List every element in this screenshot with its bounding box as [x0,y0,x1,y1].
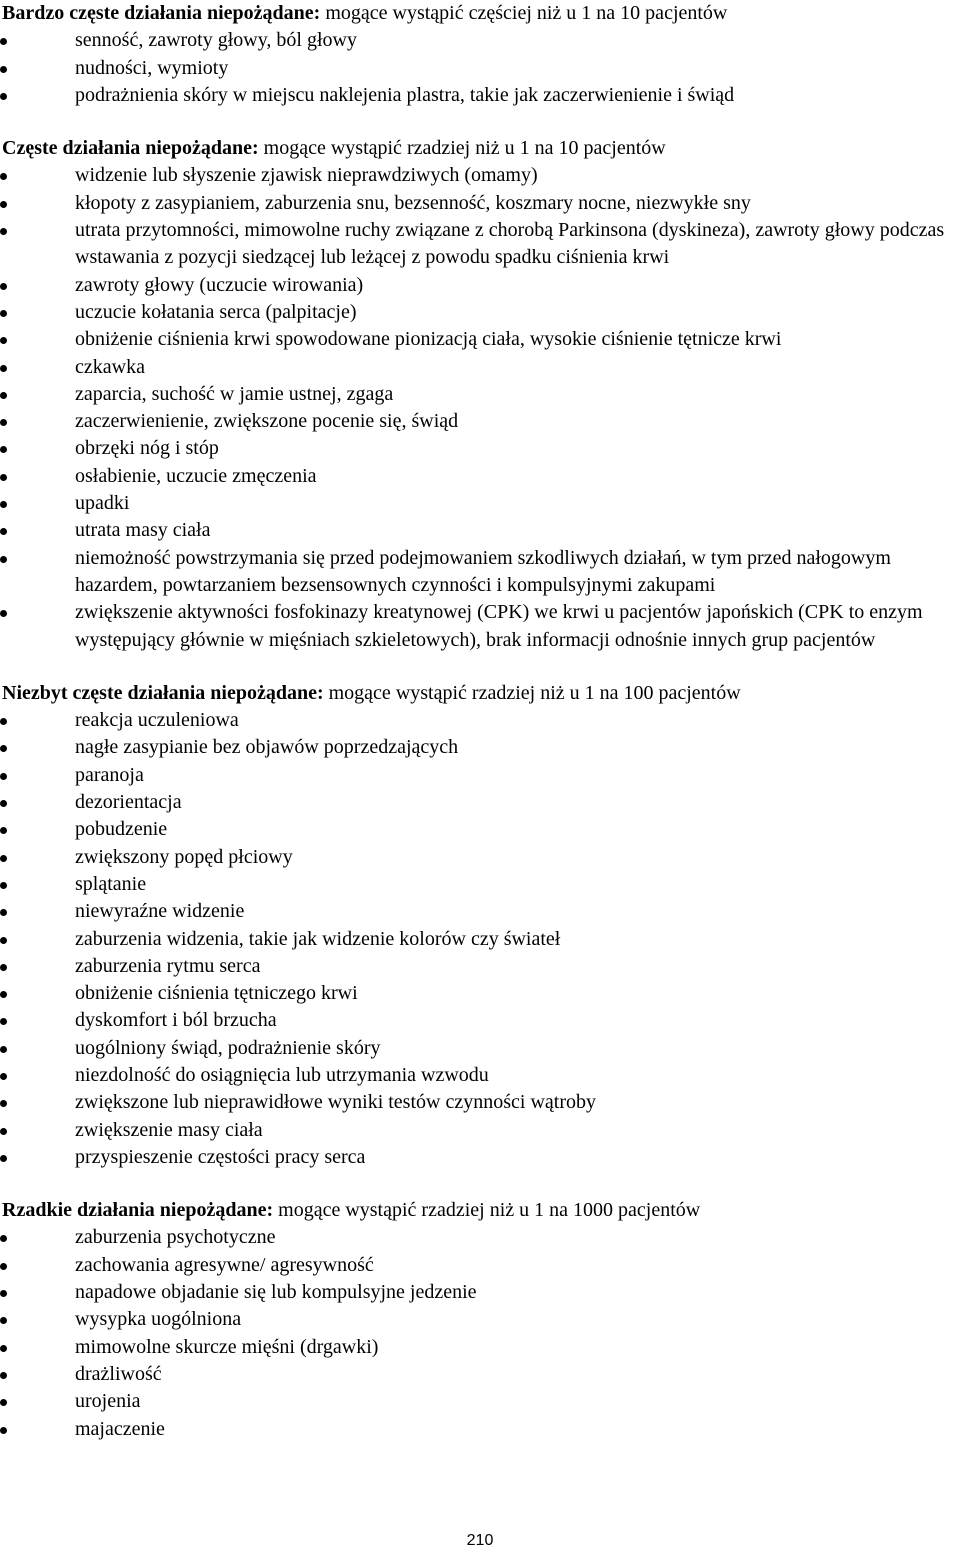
bullet-icon [0,1372,7,1379]
section-heading-text: mogące wystąpić rzadziej niż u 1 na 100 pacjentów [323,681,741,704]
bullet-icon [0,474,7,481]
list-item [0,844,960,871]
section-heading-bold: Niezbyt częste działania niepożądane: [2,681,324,704]
bullet-icon [0,1290,7,1297]
list-item-text: zwiększone lub nieprawidłowe wyniki testów czynności wątroby [75,1091,596,1114]
section-spacer [0,654,960,680]
list-item [0,1334,960,1361]
list-item-text: dezorientacja [75,791,182,814]
list-item [0,435,960,462]
bullet-icon [0,1018,7,1025]
list-item [0,82,960,109]
list-item [0,1361,960,1388]
list-item [0,734,960,761]
list-item-text: urojenia [75,1390,141,1413]
list-item [0,272,960,299]
bullet-icon [0,745,7,752]
bullet-icon [0,66,7,73]
bullet-icon [0,718,7,725]
list-item-text: niewyraźne widzenie [75,900,245,923]
list-item-text: uogólniony świąd, podrażnienie skóry [75,1036,381,1059]
list-item [0,1089,960,1116]
list-item-text: upadki [75,492,130,515]
bullet-icon [0,855,7,862]
section-spacer [0,1171,960,1197]
list-item-text: obniżenie ciśnienia krwi spowodowane pionizacją ciała, wysokie ciśnienie tętnicze krwi [75,328,782,351]
list-item-text: niezdolność do osiągnięcia lub utrzymania wzwodu [75,1063,489,1086]
section-heading-bold: Rzadkie działania niepożądane: [2,1199,274,1222]
list-item [0,1007,960,1034]
list-item [0,816,960,843]
effects-list [0,162,960,653]
list-item-text: napadowe objadanie się lub kompulsyjne jedzenie [75,1281,477,1304]
list-item-text: mimowolne skurcze mięśni (drgawki) [75,1335,379,1358]
bullet-icon [0,93,7,100]
list-item-text: drażliwość [75,1362,162,1385]
bullet-icon [0,528,7,535]
list-item [0,27,960,54]
list-item-text: paranoja [75,763,144,786]
bullet-icon [0,800,7,807]
section-heading [0,680,960,707]
bullet-icon [0,173,7,180]
list-item [0,1306,960,1333]
list-item-text: widzenie lub słyszenie zjawisk nieprawdziwych (omamy) [75,164,538,187]
list-item-text: zwiększony popęd płciowy [75,845,293,868]
list-item [0,1388,960,1415]
bullet-icon [0,337,7,344]
list-item-text: wysypka uogólniona [75,1308,242,1331]
bullet-icon [0,1399,7,1406]
list-item [0,381,960,408]
bullet-icon [0,283,7,290]
list-item [0,871,960,898]
list-item-text: zaczerwienienie, zwiększone pocenie się, świąd [75,410,459,433]
list-item [0,789,960,816]
bullet-icon [0,827,7,834]
list-item-text: utrata masy ciała [75,519,211,542]
list-item [0,354,960,381]
list-item-text: obniżenie ciśnienia tętniczego krwi [75,982,358,1005]
list-item [0,762,960,789]
section-heading-bold: Bardzo częste działania niepożądane: [2,2,321,24]
bullet-icon [0,392,7,399]
list-item-text: zwiększenie aktywności fosfokinazy kreatynowej (CPK) we krwi u pacjentów japońskich (CPK to enzym występujący głównie w mięśniach szkieletowych), brak informacji odnośnie innych grup pacjentów [75,601,923,651]
list-item [0,1279,960,1306]
bullet-icon [0,1427,7,1434]
section-heading-text: mogące wystąpić częściej niż u 1 na 10 pacjentów [320,2,728,24]
list-item [0,1224,960,1251]
list-item-text: zaburzenia rytmu serca [75,954,261,977]
list-item-text: senność, zawroty głowy, ból głowy [75,29,357,52]
list-item-text: zwiększenie masy ciała [75,1118,263,1141]
bullet-icon [0,882,7,889]
list-item [0,707,960,734]
list-item [0,162,960,189]
bullet-icon [0,1263,7,1270]
bullet-icon [0,1235,7,1242]
list-item [0,1035,960,1062]
list-item [0,898,960,925]
list-item [0,55,960,82]
bullet-icon [0,1317,7,1324]
section-common [0,135,960,654]
bullet-icon [0,991,7,998]
list-item [0,490,960,517]
section-uncommon [0,680,960,1171]
bullet-icon [0,937,7,944]
list-item-text: reakcja uczuleniowa [75,709,239,732]
bullet-icon [0,1073,7,1080]
list-item-text: majaczenie [75,1417,165,1440]
effects-list [0,27,960,109]
bullet-icon [0,964,7,971]
list-item-text: zaburzenia widzenia, takie jak widzenie kolorów czy świateł [75,927,561,950]
list-item [0,599,960,654]
list-item-text: osłabienie, uczucie zmęczenia [75,464,317,487]
section-very-common [0,0,960,109]
effects-list [0,707,960,1171]
section-heading [0,135,960,162]
bullet-icon [0,419,7,426]
section-spacer [0,109,960,135]
list-item-text: dyskomfort i ból brzucha [75,1009,277,1032]
list-item [0,926,960,953]
list-item [0,1252,960,1279]
bullet-icon [0,773,7,780]
section-heading-bold: Częste działania niepożądane: [2,137,259,160]
bullet-icon [0,1128,7,1135]
list-item [0,545,960,600]
bullet-icon [0,556,7,563]
bullet-icon [0,446,7,453]
list-item-text: zachowania agresywne/ agresywność [75,1253,374,1276]
section-heading [0,1197,960,1224]
list-item [0,408,960,435]
bullet-icon [0,909,7,916]
list-item [0,299,960,326]
list-item-text: utrata przytomności, mimowolne ruchy związane z chorobą Parkinsona (dyskineza), zawroty głowy podczas wstawania z pozycji siedzącej lub leżącej z powodu spadku ciśnienia krwi [75,219,945,269]
list-item [0,326,960,353]
page-number: 210 [466,1532,494,1549]
list-item-text: kłopoty z zasypianiem, zaburzenia snu, bezsenność, koszmary nocne, niezwykłe sny [75,191,751,214]
bullet-icon [0,365,7,372]
list-item-text: zaburzenia psychotyczne [75,1226,276,1249]
list-item-text: podrażnienia skóry w miejscu naklejenia plastra, takie jak zaczerwienienie i świąd [75,83,735,106]
list-item [0,517,960,544]
list-item [0,190,960,217]
list-item [0,980,960,1007]
list-item-text: nagłe zasypianie bez objawów poprzedzających [75,736,459,759]
list-item-text: nudności, wymioty [75,56,229,79]
list-item-text: niemożność powstrzymania się przed podejmowaniem szkodliwych działań, w tym przed nałogowym hazardem, powtarzaniem bezsensownych czynności i kompulsyjnymi zakupami [75,546,891,596]
bullet-icon [0,610,7,617]
section-heading [0,0,960,27]
list-item-text: uczucie kołatania serca (palpitacje) [75,300,357,323]
list-item-text: pobudzenie [75,818,168,841]
bullet-icon [0,1155,7,1162]
section-heading-text: mogące wystąpić rzadziej niż u 1 na 10 pacjentów [258,137,666,160]
bullet-icon [0,501,7,508]
list-item-text: czkawka [75,355,145,378]
bullet-icon [0,38,7,45]
list-item [0,217,960,272]
bullet-icon [0,1345,7,1352]
list-item [0,1144,960,1171]
list-item [0,1117,960,1144]
list-item [0,463,960,490]
list-item [0,1416,960,1443]
bullet-icon [0,1046,7,1053]
list-item-text: obrzęki nóg i stóp [75,437,219,460]
bullet-icon [0,1100,7,1107]
list-item-text: splątanie [75,872,147,895]
list-item [0,1062,960,1089]
list-item-text: zaparcia, suchość w jamie ustnej, zgaga [75,382,394,405]
section-rare [0,1197,960,1443]
section-heading-text: mogące wystąpić rzadziej niż u 1 na 1000 pacjentów [273,1199,701,1222]
list-item-text: przyspieszenie częstości pracy serca [75,1145,366,1168]
list-item [0,953,960,980]
effects-list [0,1224,960,1442]
bullet-icon [0,310,7,317]
list-item-text: zawroty głowy (uczucie wirowania) [75,273,364,296]
bullet-icon [0,201,7,208]
bullet-icon [0,228,7,235]
